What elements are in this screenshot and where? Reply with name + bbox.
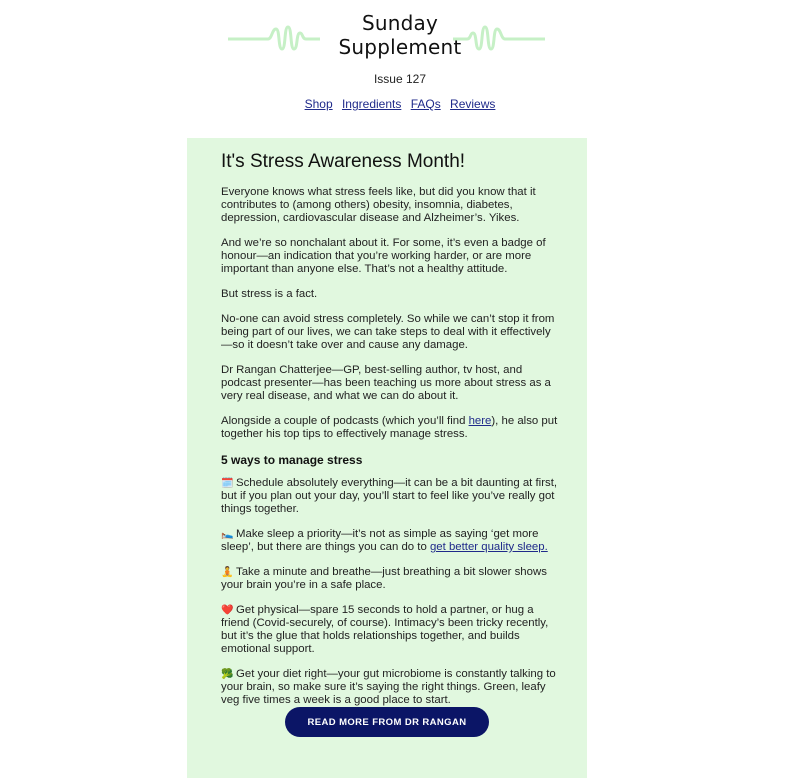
bed-icon: 🛌 [221, 529, 234, 540]
tip-text: Take a minute and breathe—just breathing a bit slower shows your brain you’re in a safe place. [221, 566, 547, 591]
article-title: It's Stress Awareness Month! [221, 151, 466, 172]
tip-item [221, 528, 559, 554]
nav-shop-link[interactable]: Shop [304, 97, 333, 111]
podcasts-here-link[interactable]: here [468, 415, 492, 427]
tip-text: Get physical—spare 15 seconds to hold a partner, or hug a friend (Covid-securely, of course). Intimacy’s been tricky recently, but it’s the glue that holds relationships together, and builds emotional support. [221, 604, 549, 655]
article-paragraph: And we’re so nonchalant about it. For some, it’s even a badge of honour—an indication that you’re working harder, or are more important than anyone else. That’s not a healthy attitude. [221, 237, 546, 275]
podcasts-text-after: ), he also put together his top tips to effectively manage stress. [221, 415, 558, 440]
tip-text: Get your diet right—your gut microbiome is constantly talking to your brain, so make sure it’s saying the right things. Green, leafy veg five times a week is a good place to start. [221, 668, 556, 706]
nav-ingredients-link[interactable]: Ingredients [341, 97, 402, 111]
article-paragraph: Dr Rangan Chatterjee—GP, best-selling author, tv host, and podcast presenter—has been teaching us more about stress as a very real disease, and what we can do about it. [221, 364, 551, 402]
article-paragraph-podcasts [221, 415, 559, 441]
nav-reviews-link[interactable]: Reviews [450, 97, 496, 111]
broccoli-icon: 🥦 [221, 669, 234, 680]
tip-item [221, 668, 559, 707]
heart-icon: ❤️ [221, 605, 234, 616]
meditation-icon: 🧘 [221, 567, 234, 578]
wave-right-decoration [453, 24, 545, 54]
tip-item [221, 566, 559, 592]
tip-item [221, 477, 559, 516]
article-paragraph: But stress is a fact. [221, 288, 318, 300]
tip-item [221, 604, 559, 656]
read-more-button[interactable]: READ MORE FROM DR RANGAN [285, 707, 489, 737]
podcasts-text-before: Alongside a couple of podcasts (which you’ll find [221, 415, 469, 427]
article-content [221, 150, 559, 719]
tip-text: Make sleep a priority—it’s not as simple as saying ‘get more sleep’, but there are things you can do to [221, 528, 539, 553]
brand-line-1: Sunday [361, 11, 439, 35]
tip-text: Schedule absolutely everything—it can be a bit daunting at first, but if you plan out your day, you’ll start to feel like you’ve really got things together. [221, 477, 558, 515]
article-paragraph: No-one can avoid stress completely. So while we can’t stop it from being part of our lives, we can take steps to deal with it effectively—so it doesn’t take over and cause any damage. [221, 313, 555, 351]
nav-faqs-link[interactable]: FAQs [410, 97, 441, 111]
calendar-icon: 🗓️ [221, 478, 234, 489]
wave-left-decoration [228, 24, 320, 54]
article-paragraph: Everyone knows what stress feels like, but did you know that it contributes to (among others) obesity, insomnia, diabetes, depression, cardiovascular disease and Alzheimer’s. Yikes. [221, 186, 536, 224]
issue-number: Issue 127 [373, 72, 427, 86]
tips-heading: 5 ways to manage stress [221, 453, 363, 467]
brand-line-2: Supplement [338, 35, 462, 59]
top-nav [0, 97, 800, 111]
better-sleep-link[interactable]: get better quality sleep. [429, 541, 548, 553]
article-card [187, 138, 587, 778]
masthead [0, 8, 800, 68]
